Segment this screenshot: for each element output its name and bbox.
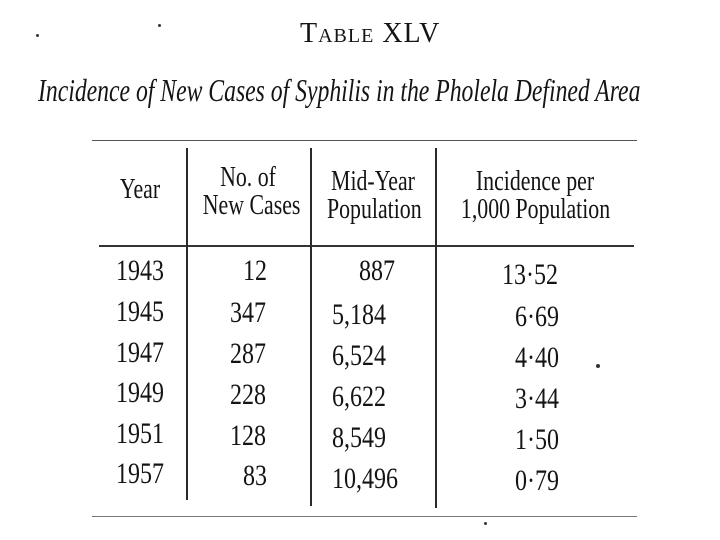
cell-incidence: 13·52 bbox=[502, 258, 558, 291]
header-population bbox=[326, 166, 422, 225]
table-bottom-rule bbox=[92, 516, 637, 517]
header-rule bbox=[99, 245, 634, 247]
cell-cases: 83 bbox=[243, 459, 267, 492]
cell-population: 10,496 bbox=[332, 462, 398, 495]
cell-cases: 12 bbox=[243, 254, 267, 287]
cell-population: 5,184 bbox=[332, 298, 386, 331]
header-year bbox=[112, 176, 168, 204]
cell-incidence: 4·40 bbox=[515, 341, 559, 374]
header-population-line2: Population bbox=[326, 194, 422, 225]
cell-population: 6,524 bbox=[332, 339, 386, 372]
header-incidence-line1: Incidence per bbox=[475, 166, 595, 197]
cell-cases: 128 bbox=[230, 419, 266, 452]
header-population-line1: Mid-Year bbox=[331, 166, 415, 197]
table-label: Table XLV bbox=[300, 18, 441, 49]
cell-population: 8,549 bbox=[332, 421, 386, 454]
cell-incidence: 1·50 bbox=[515, 423, 559, 456]
cell-cases: 228 bbox=[230, 378, 266, 411]
cell-incidence: 6·69 bbox=[515, 300, 559, 333]
header-new-cases-line2: New Cases bbox=[202, 190, 301, 221]
cell-year: 1949 bbox=[116, 376, 164, 409]
column-divider-3 bbox=[435, 148, 437, 508]
header-new-cases-line1: No. of bbox=[220, 162, 276, 193]
scan-speck bbox=[158, 24, 161, 27]
column-divider-1 bbox=[186, 148, 188, 500]
table-title-text: Incidence of New Cases of Syphilis in the Pholela Defined Area bbox=[38, 72, 641, 108]
cell-population: 6,622 bbox=[332, 380, 386, 413]
cell-year: 1951 bbox=[116, 417, 164, 450]
cell-year: 1957 bbox=[116, 457, 164, 490]
cell-population: 887 bbox=[359, 254, 395, 287]
header-new-cases bbox=[202, 162, 301, 221]
cell-cases: 287 bbox=[230, 337, 266, 370]
column-divider-2 bbox=[310, 148, 312, 506]
cell-year: 1945 bbox=[116, 295, 164, 328]
cell-cases: 347 bbox=[230, 296, 266, 329]
scan-speck bbox=[596, 364, 600, 368]
cell-incidence: 3·44 bbox=[515, 382, 559, 415]
table-top-rule bbox=[92, 140, 637, 141]
table-title bbox=[38, 72, 641, 109]
header-incidence-line2: 1,000 Population bbox=[460, 194, 611, 225]
cell-year: 1947 bbox=[116, 336, 164, 369]
header-year-line1: Year bbox=[119, 174, 161, 205]
cell-incidence: 0·79 bbox=[515, 464, 559, 497]
cell-year: 1943 bbox=[116, 254, 164, 287]
header-incidence bbox=[461, 168, 609, 224]
scan-speck bbox=[36, 34, 39, 37]
scan-speck bbox=[484, 522, 487, 525]
